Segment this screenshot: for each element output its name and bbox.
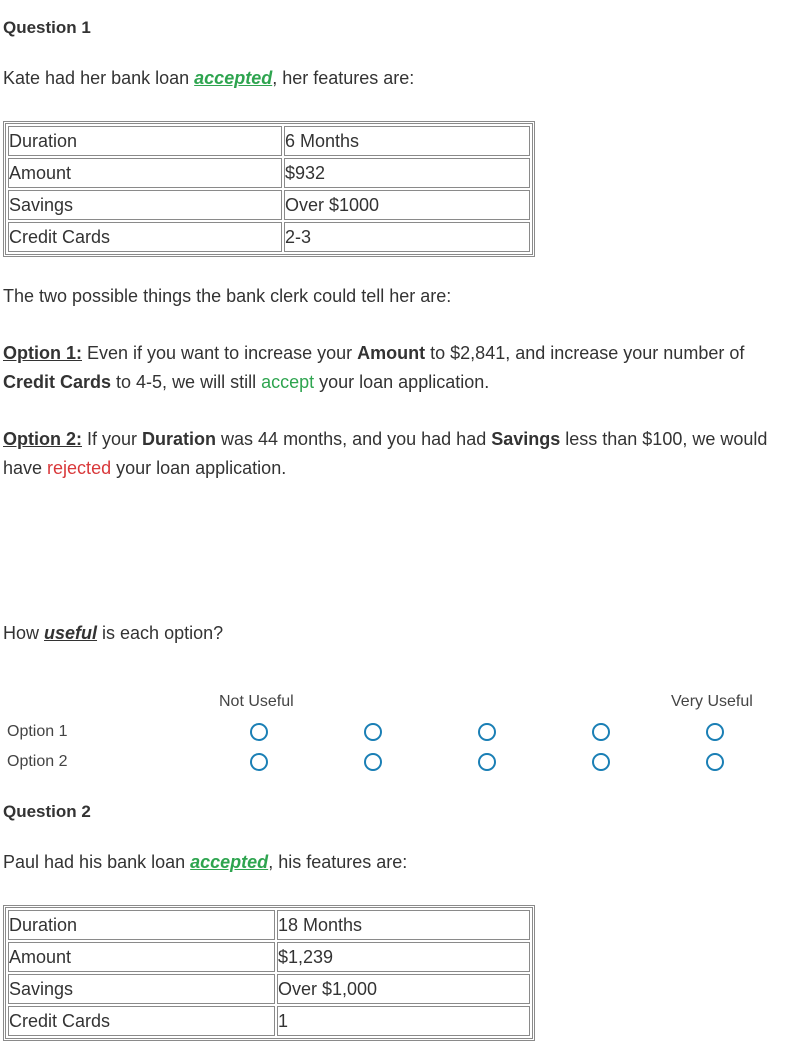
feature-label: Savings [8, 974, 275, 1004]
option-text: less than $100, we would have [3, 429, 768, 478]
radio-option-1-3[interactable] [478, 723, 496, 741]
option-text: Even if you want to increase your [82, 343, 358, 363]
table-row [8, 190, 530, 220]
option-text: was 44 months, and you had had [216, 429, 492, 449]
option-text: to $2,841, and increase your number of [425, 343, 745, 363]
feature-value: 18 Months [277, 910, 530, 940]
scale-label-high: Very Useful [671, 693, 753, 710]
usefulness-keyword: useful [44, 623, 98, 643]
features-table-q2 [3, 905, 535, 1041]
feature-label: Duration [8, 910, 275, 940]
radio-option-2-1[interactable] [250, 753, 268, 771]
usefulness-text: How [3, 623, 45, 643]
option-verdict-accept: accept [261, 372, 315, 392]
radio-option-1-5[interactable] [706, 723, 724, 741]
option-verdict-reject: rejected [47, 458, 112, 478]
table-row [8, 974, 530, 1004]
option-1-label: Option 1: [3, 343, 82, 363]
option-text: your loan application. [314, 372, 490, 392]
features-table-q1 [3, 121, 535, 257]
feature-label: Amount [8, 942, 275, 972]
radio-option-1-2[interactable] [364, 723, 382, 741]
table-row [8, 222, 530, 252]
option-text: your loan application. [111, 458, 287, 478]
radio-option-2-3[interactable] [478, 753, 496, 771]
feature-value: Over $1,000 [277, 974, 530, 1004]
usefulness-question [3, 619, 223, 648]
option-feature: Amount [357, 343, 426, 363]
option-1-text [3, 339, 783, 397]
option-text: If your [82, 429, 143, 449]
feature-value: $932 [284, 158, 530, 188]
question-1-intro [3, 64, 414, 93]
likert-row-label-option-2: Option 2 [7, 753, 68, 770]
option-feature: Credit Cards [3, 372, 112, 392]
question-2-title: Question 2 [3, 802, 91, 821]
feature-label: Amount [8, 158, 282, 188]
feature-label: Credit Cards [8, 1006, 275, 1036]
radio-option-1-1[interactable] [250, 723, 268, 741]
feature-value: 1 [277, 1006, 530, 1036]
feature-value: 2-3 [284, 222, 530, 252]
question-1-title: Question 1 [3, 18, 91, 37]
feature-value: $1,239 [277, 942, 530, 972]
loan-status-accepted: accepted [190, 852, 269, 872]
intro-text-end: , his features are: [268, 852, 408, 872]
radio-option-2-2[interactable] [364, 753, 382, 771]
feature-label: Savings [8, 190, 282, 220]
likert-row-label-option-1: Option 1 [7, 723, 68, 740]
feature-label: Duration [8, 126, 282, 156]
options-lead-text: The two possible things the bank clerk could tell her are: [3, 286, 452, 306]
feature-label: Credit Cards [8, 222, 282, 252]
radio-option-1-4[interactable] [592, 723, 610, 741]
feature-value: Over $1000 [284, 190, 530, 220]
table-row [8, 158, 530, 188]
option-text: to 4-5, we will still [111, 372, 262, 392]
question-2-intro [3, 848, 407, 877]
table-row [8, 942, 530, 972]
option-2-text [3, 425, 783, 483]
intro-text: Kate had her bank loan [3, 68, 195, 88]
feature-value: 6 Months [284, 126, 530, 156]
table-row [8, 1006, 530, 1036]
radio-option-2-5[interactable] [706, 753, 724, 771]
loan-status-accepted: accepted [194, 68, 273, 88]
option-2-label: Option 2: [3, 429, 82, 449]
intro-text-end: , her features are: [272, 68, 415, 88]
scale-label-low: Not Useful [219, 693, 294, 710]
radio-option-2-4[interactable] [592, 753, 610, 771]
option-feature: Duration [142, 429, 217, 449]
option-feature: Savings [491, 429, 561, 449]
table-row [8, 126, 530, 156]
usefulness-text-end: is each option? [97, 623, 224, 643]
table-row [8, 910, 530, 940]
intro-text: Paul had his bank loan [3, 852, 191, 872]
